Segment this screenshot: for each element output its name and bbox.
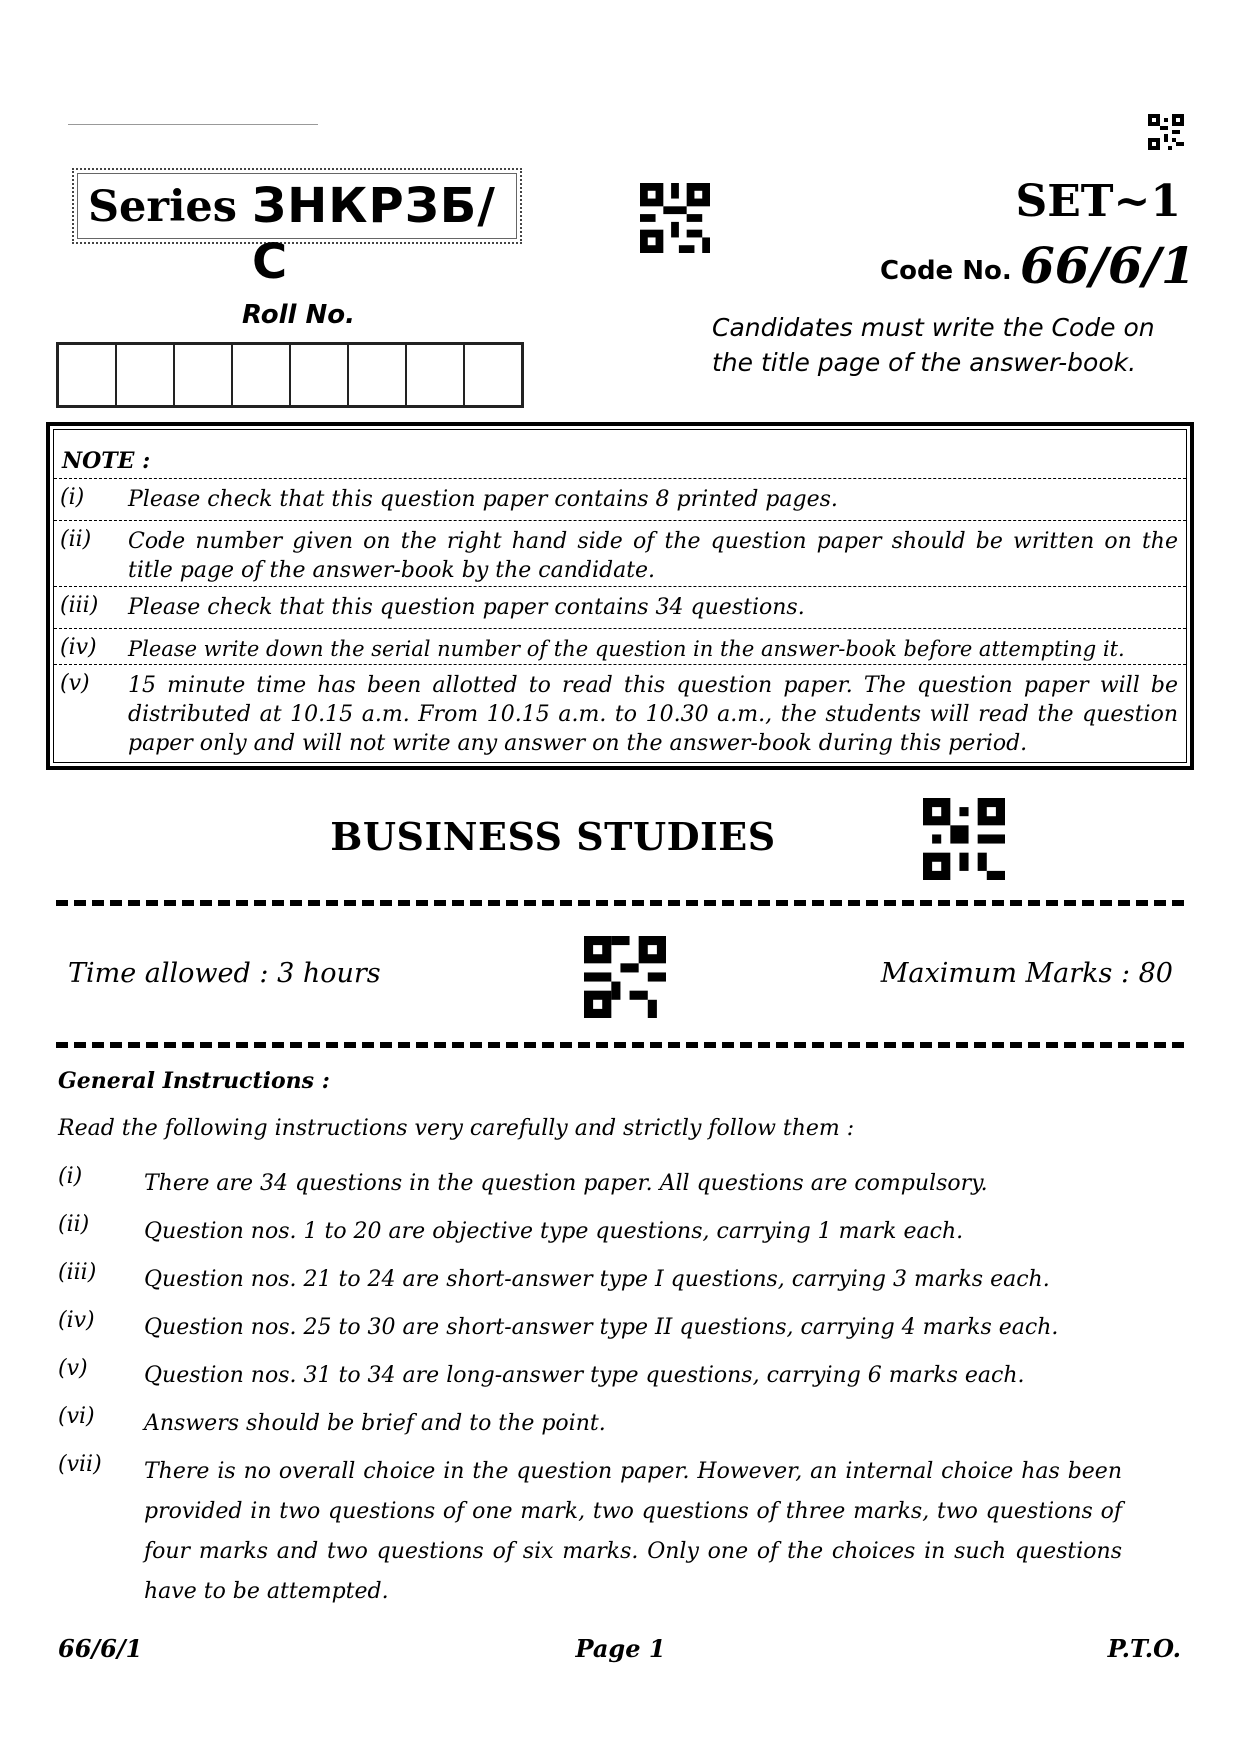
roll-digit-box[interactable] — [233, 345, 291, 405]
note-title: NOTE : — [62, 448, 151, 474]
instruction-text: Question nos. 25 to 30 are short-answer type II questions, carrying 4 marks each. — [144, 1315, 1059, 1340]
qr-code-icon — [584, 936, 666, 1018]
roll-number-boxes — [56, 342, 524, 408]
dashed-divider — [56, 1042, 1184, 1048]
note-item-text: Code number given on the right hand side of the question paper should be written on the title page of the answer-book by the candidate. — [128, 529, 1178, 583]
code-value: 66/6/1 — [1020, 236, 1196, 295]
note-item-number: (v) — [60, 671, 90, 696]
series-code: ЗНКРЗБ/С — [252, 178, 496, 290]
note-item-text: Please check that this question paper contains 34 questions. — [128, 595, 805, 620]
top-rule — [68, 124, 318, 125]
instruction-item — [58, 1212, 1122, 1252]
instruction-number: (iv) — [58, 1308, 95, 1333]
subject-title: BUSINESS STUDIES — [330, 814, 776, 859]
page-number: Page 1 — [575, 1634, 666, 1663]
qr-code-icon — [1148, 114, 1184, 150]
note-item-number: (iii) — [60, 593, 99, 618]
instruction-item — [58, 1404, 1122, 1444]
instruction-text: Answers should be brief and to the point. — [144, 1411, 606, 1436]
maximum-marks: Maximum Marks : 80 — [880, 958, 1173, 989]
note-item-number: (ii) — [60, 527, 92, 552]
note-item-text: 15 minute time has been allotted to read this question paper. The question paper will be distributed at 10.15 a.m. From 10.15 a.m. to 10.30 a.m., the students will read the question paper only and will not write any answer on the answer-book during this period. — [128, 673, 1178, 756]
instruction-text: There are 34 questions in the question paper. All questions are compulsory. — [144, 1171, 988, 1196]
note-item-number: (iv) — [60, 635, 97, 660]
instruction-number: (i) — [58, 1164, 83, 1189]
roll-digit-box[interactable] — [175, 345, 233, 405]
roll-digit-box[interactable] — [407, 345, 465, 405]
footer-code: 66/6/1 — [58, 1634, 143, 1663]
instruction-item — [58, 1308, 1122, 1348]
note-item — [54, 478, 1186, 519]
general-instructions-intro: Read the following instructions very carefully and strictly follow them : — [58, 1116, 855, 1141]
instruction-text: Question nos. 1 to 20 are objective type questions, carrying 1 mark each. — [144, 1219, 964, 1244]
roll-digit-box[interactable] — [291, 345, 349, 405]
roll-digit-box[interactable] — [117, 345, 175, 405]
roll-digit-box[interactable] — [465, 345, 521, 405]
note-item-text: Please check that this question paper contains 8 printed pages. — [128, 487, 838, 512]
instruction-text: Question nos. 31 to 34 are long-answer type questions, carrying 6 marks each. — [144, 1363, 1025, 1388]
note-item-number: (i) — [60, 485, 85, 510]
note-item — [54, 586, 1186, 627]
instruction-item — [58, 1452, 1122, 1622]
instruction-number: (vii) — [58, 1452, 102, 1477]
series-box — [72, 168, 522, 290]
general-instructions-title: General Instructions : — [58, 1068, 330, 1094]
note-box — [46, 422, 1194, 770]
qr-code-icon — [640, 183, 710, 253]
instruction-item — [58, 1164, 1122, 1204]
instruction-number: (vi) — [58, 1404, 95, 1429]
note-item-text: Please write down the serial number of the question in the answer-book before attempting it. — [128, 637, 1125, 661]
note-item — [54, 664, 1186, 759]
roll-digit-box[interactable] — [59, 345, 117, 405]
roll-label: Roll No. — [242, 300, 355, 330]
note-item — [54, 628, 1186, 669]
code-label: Code No. — [880, 256, 1012, 286]
time-allowed: Time allowed : 3 hours — [68, 958, 381, 989]
set-number: SET~1 — [1015, 176, 1181, 227]
instruction-text: Question nos. 21 to 24 are short-answer type I questions, carrying 3 marks each. — [144, 1267, 1050, 1292]
please-turn-over: P.T.O. — [1107, 1634, 1181, 1663]
series-label: Series — [88, 182, 237, 232]
instruction-item — [58, 1356, 1122, 1396]
note-item — [54, 520, 1186, 585]
instruction-item — [58, 1260, 1122, 1300]
candidate-note: Candidates must write the Code on the title page of the answer-book. — [712, 313, 1155, 377]
dashed-divider — [56, 900, 1184, 906]
instruction-text: There is no overall choice in the question paper. However, an internal choice has been provided in two questions of one mark, two questions of three marks, two questions of four marks and two questions of six marks. Only one of the choices in such questions have to be attempted. — [144, 1459, 1122, 1604]
instruction-number: (v) — [58, 1356, 88, 1381]
instruction-number: (iii) — [58, 1260, 97, 1285]
instruction-number: (ii) — [58, 1212, 90, 1237]
roll-digit-box[interactable] — [349, 345, 407, 405]
